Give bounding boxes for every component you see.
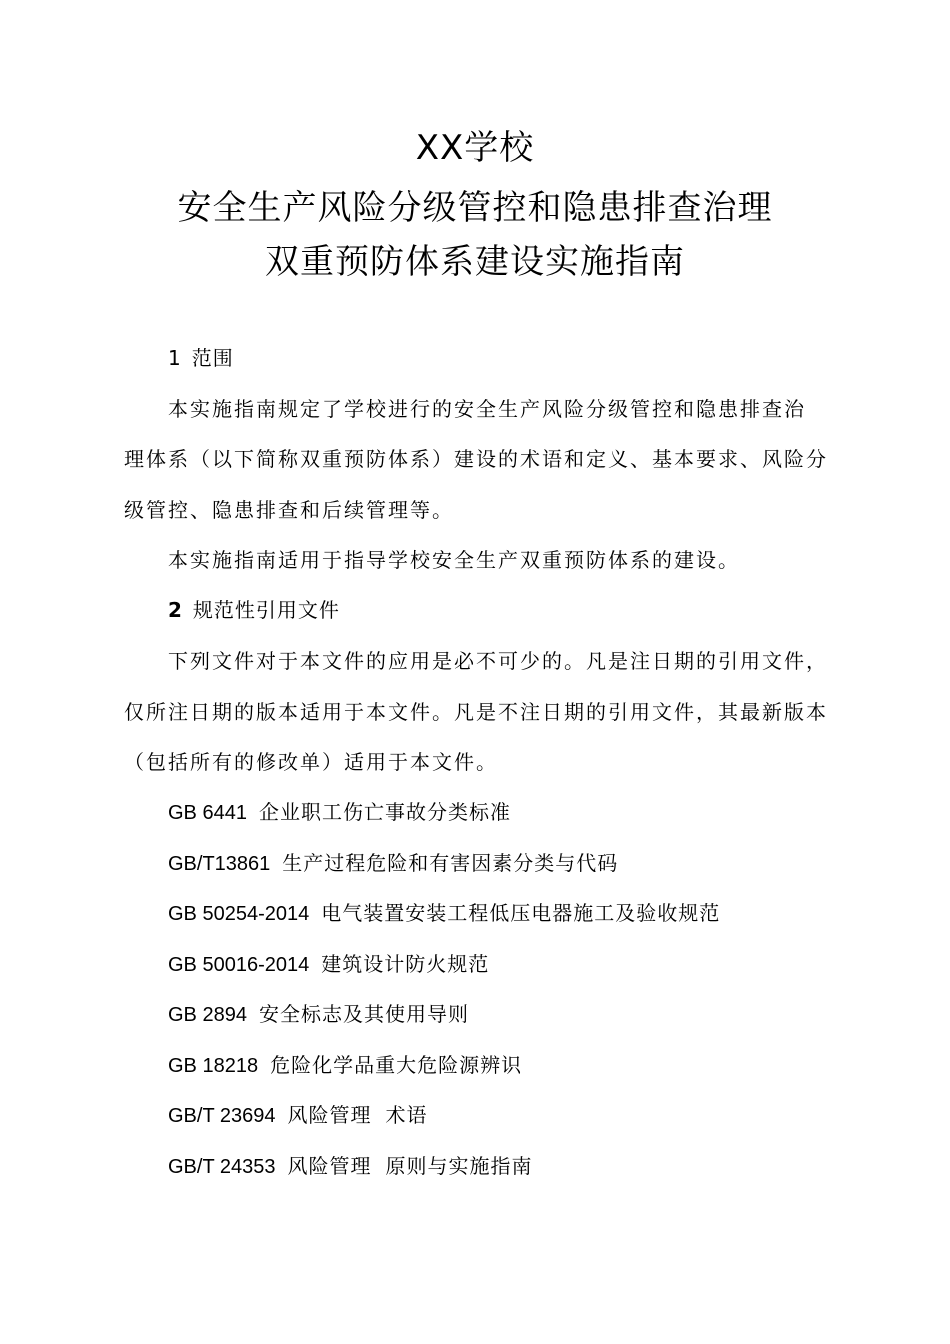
reference-title-part-1: 风险管理 [287, 1103, 372, 1127]
section-2-para-line-3: （包括所有的修改单）适用于本文件。 [124, 750, 498, 774]
section-1-title: 范围 [191, 346, 234, 370]
section-2-para-line-2: 仅所注日期的版本适用于本文件。凡是不注日期的引用文件，其最新版本 [124, 700, 828, 724]
reference-title-part-1: 风险管理 [287, 1154, 372, 1178]
reference-item [168, 848, 888, 879]
section-1-para-1-line-1: 本实施指南规定了学校进行的安全生产风险分级管控和隐患排查治 [168, 397, 806, 421]
section-1-number: 1 [168, 346, 182, 370]
reference-code: GB 18218 [168, 1055, 259, 1077]
reference-code: GB 50254-2014 [168, 903, 310, 925]
reference-item [168, 797, 888, 828]
reference-title: 企业职工伤亡事故分类标准 [258, 800, 511, 824]
reference-item [168, 1050, 888, 1081]
reference-code: GB/T 24353 [168, 1156, 276, 1178]
section-1-para-2: 本实施指南适用于指导学校安全生产双重预防体系的建设。 [168, 548, 740, 572]
reference-title: 建筑设计防火规范 [321, 952, 490, 976]
reference-title: 生产过程危险和有害因素分类与代码 [282, 851, 619, 875]
reference-title-part-2: 术语 [385, 1103, 428, 1127]
reference-title: 电气装置安装工程低压电器施工及验收规范 [321, 901, 721, 925]
reference-item [168, 1151, 888, 1182]
section-2-title: 规范性引用文件 [192, 598, 340, 622]
title-main: 安全生产风险分级管控和隐患排查治理 [177, 188, 773, 228]
reference-title: 安全标志及其使用导则 [258, 1002, 469, 1026]
reference-code: GB 6441 [168, 802, 247, 824]
reference-title-part-2: 原则与实施指南 [385, 1154, 533, 1178]
section-2-heading [168, 595, 888, 625]
section-2-number: 2 [168, 598, 183, 622]
reference-item [168, 1100, 888, 1131]
reference-code: GB 50016-2014 [168, 954, 310, 976]
reference-code: GB/T13861 [168, 853, 271, 875]
section-1-para-1-line-3: 级管控、隐患排查和后续管理等。 [124, 498, 454, 522]
reference-title: 危险化学品重大危险源辨识 [270, 1053, 523, 1077]
reference-item [168, 999, 888, 1030]
section-1-para-1-line-2: 理体系（以下简称双重预防体系）建设的术语和定义、基本要求、风险分 [124, 447, 828, 471]
reference-item [168, 898, 888, 929]
title-sub: 双重预防体系建设实施指南 [265, 242, 685, 282]
title-school: XX学校 [415, 128, 535, 168]
reference-item [168, 949, 888, 980]
reference-code: GB/T 23694 [168, 1105, 276, 1127]
section-1-heading [168, 343, 888, 373]
section-2-para-line-1: 下列文件对于本文件的应用是必不可少的。凡是注日期的引用文件， [168, 649, 828, 673]
reference-code: GB 2894 [168, 1004, 247, 1026]
